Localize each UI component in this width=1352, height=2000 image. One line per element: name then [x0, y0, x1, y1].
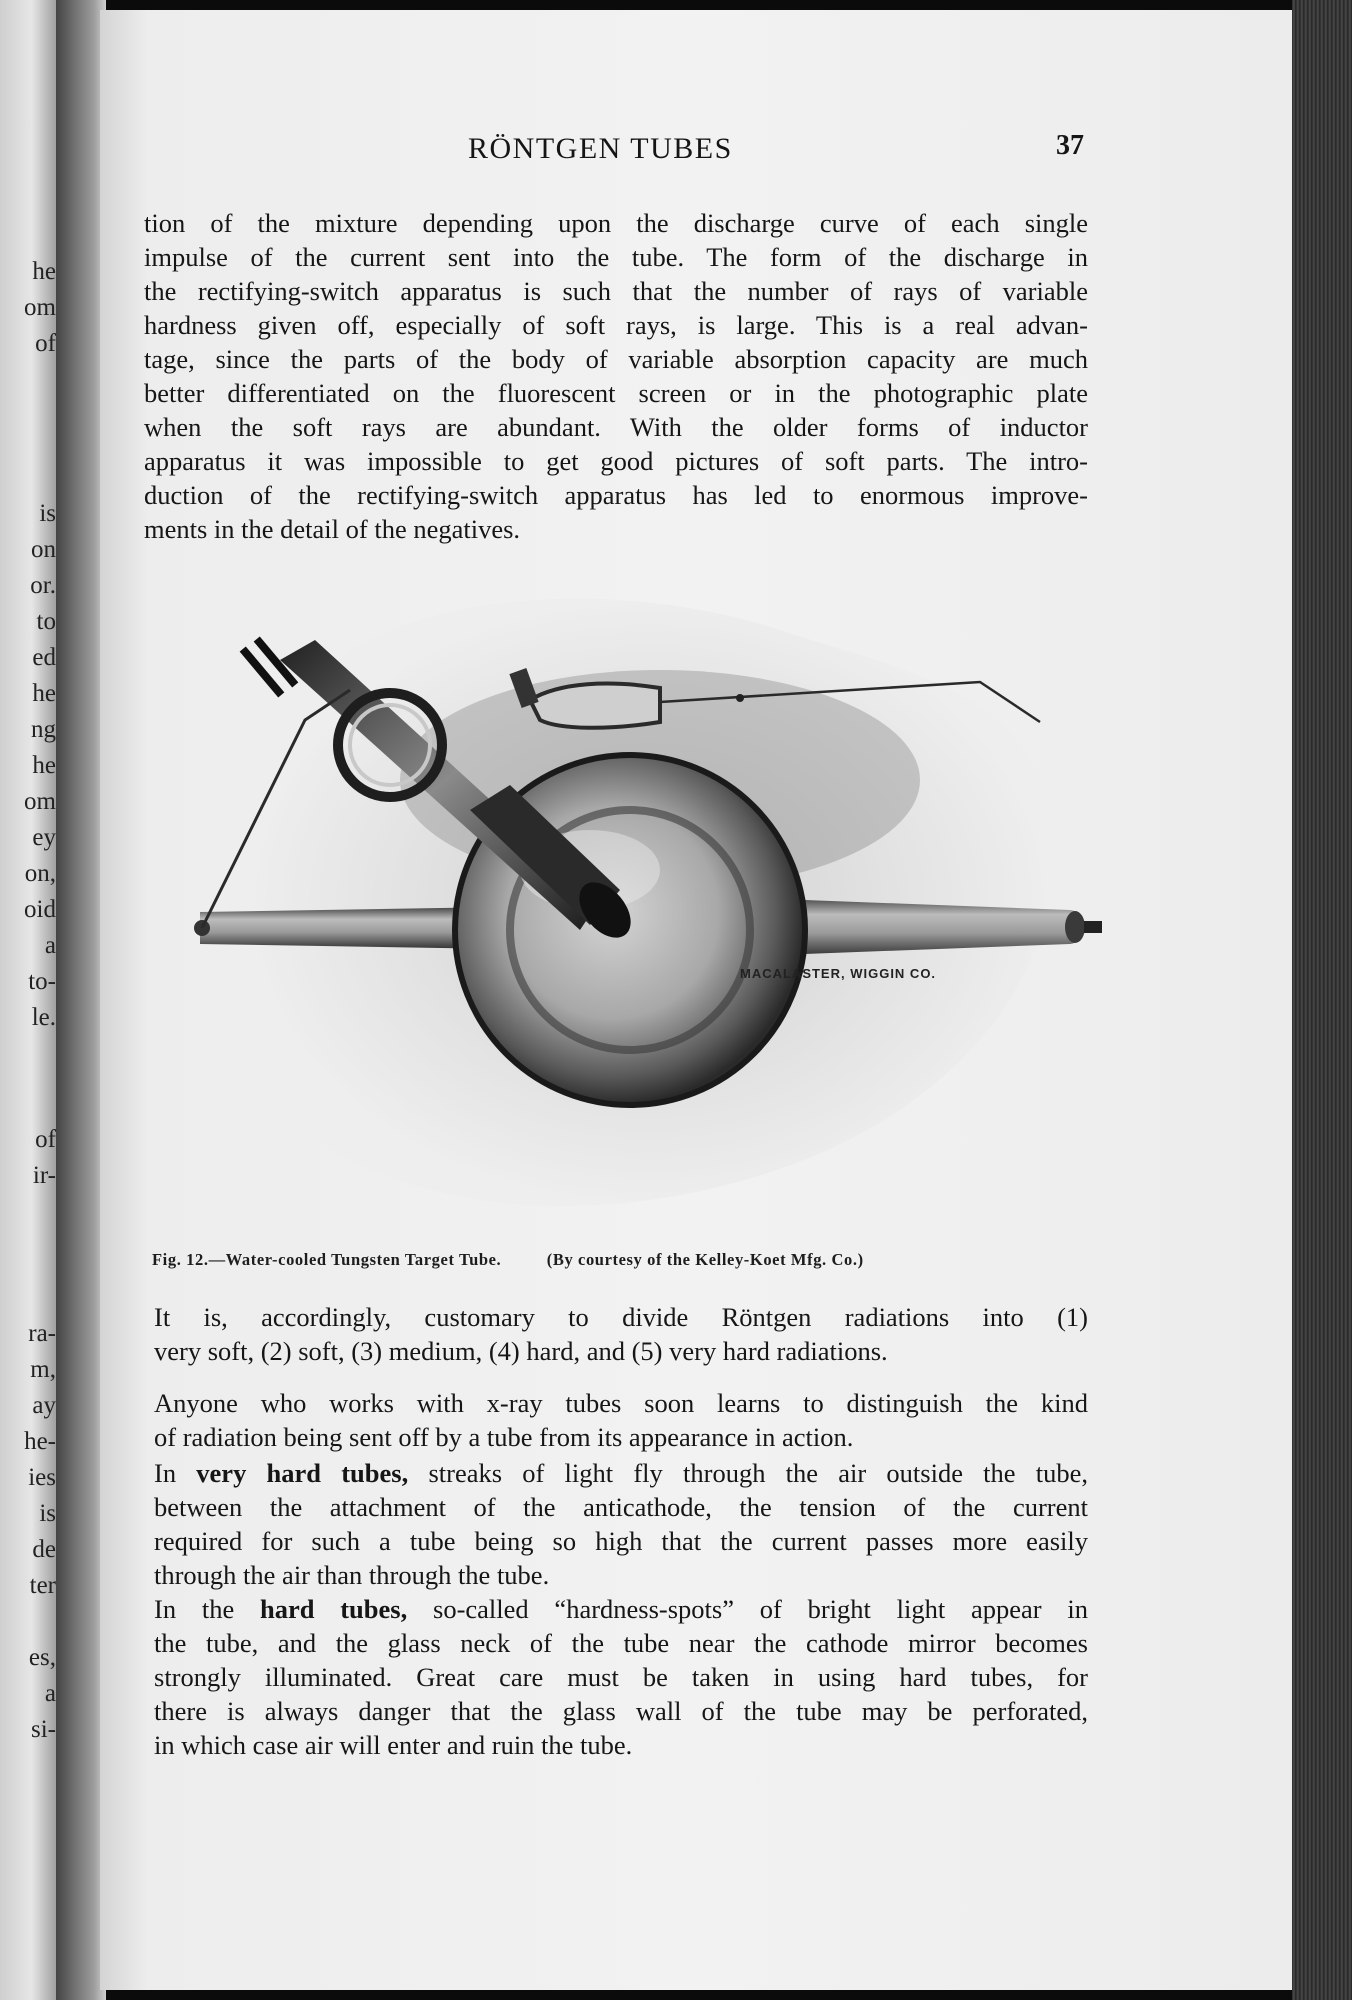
page-number: 37 — [1056, 130, 1084, 161]
previous-page-fragment: oid — [24, 896, 56, 923]
previous-page-fragment: om — [24, 788, 56, 815]
text-line: between the attachment of the anticathode, the tension of the current — [154, 1492, 1088, 1522]
previous-page-fragment: ir- — [32, 1162, 56, 1189]
paragraph-hard-tubes — [154, 1592, 1088, 1762]
previous-page-edge — [0, 0, 58, 2000]
paragraph-very-hard-tubes — [154, 1456, 1088, 1592]
text-line: when the soft rays are abundant. With the older forms of inductor — [144, 412, 1088, 442]
previous-page-fragment: es, — [28, 1644, 56, 1671]
text-line — [154, 1456, 1088, 1490]
previous-page-fragment: a — [44, 1680, 56, 1707]
inlet-pipe-a — [240, 646, 285, 697]
previous-page-fragment: ter — [29, 1572, 56, 1599]
book-gutter-shadow — [56, 0, 106, 2000]
previous-page-fragment: ey — [32, 824, 56, 851]
maker-mark: MACALASTER, WIGGIN CO. — [740, 966, 937, 981]
figure-caption — [152, 1250, 1092, 1270]
previous-page-fragment: a — [44, 932, 56, 959]
text-line: through the air than through the tube. — [154, 1560, 550, 1590]
book-page — [100, 10, 1292, 1990]
previous-page-fragment: he — [32, 258, 56, 285]
previous-page-fragment: om — [24, 294, 56, 321]
lead-text: In the — [154, 1594, 260, 1624]
text-line: apparatus it was impossible to get good pictures of soft parts. The intro- — [144, 446, 1088, 476]
text-line: better differentiated on the fluorescent screen or in the photographic plate — [144, 378, 1088, 408]
text-line: tion of the mixture depending upon the discharge curve of each single — [144, 208, 1088, 238]
previous-page-fragment: on, — [24, 860, 56, 887]
paragraph-distinguish-kind — [154, 1386, 1088, 1454]
previous-page-fragment: ra- — [28, 1320, 56, 1347]
text-line: very soft, (2) soft, (3) medium, (4) hard, and (5) very hard radiations. — [154, 1336, 888, 1366]
previous-page-fragment: de — [32, 1536, 56, 1563]
regulator-tube — [530, 684, 660, 728]
paragraph-rectifying-switch — [144, 206, 1088, 546]
running-head: RÖNTGEN TUBES — [468, 132, 733, 165]
text-line: required for such a tube being so high that the current passes more easily — [154, 1526, 1088, 1556]
text-line: the tube, and the glass neck of the tube near the cathode mirror becomes — [154, 1628, 1088, 1658]
page-edge-stack — [1292, 0, 1352, 2000]
text-line: strongly illuminated. Great care must be taken in using hard tubes, for — [154, 1662, 1088, 1692]
previous-page-fragment: is — [39, 500, 56, 527]
previous-page-fragment: of — [35, 330, 56, 357]
text-line: in which case air will enter and ruin the tube. — [154, 1730, 633, 1760]
previous-page-fragment: or. — [30, 572, 56, 599]
text-line: the rectifying-switch apparatus is such that the number of rays of variable — [144, 276, 1088, 306]
anode-terminal — [1084, 921, 1102, 933]
previous-page-fragment: is — [39, 1500, 56, 1527]
previous-page-fragment: to- — [28, 968, 56, 995]
previous-page-fragment: he — [32, 752, 56, 779]
previous-page-fragment: he- — [24, 1428, 56, 1455]
paragraph-radiation-classes — [154, 1300, 1088, 1368]
rest-text: so-called “hardness-spots” of bright light appear in — [407, 1594, 1088, 1624]
previous-page-fragment: on — [31, 536, 56, 563]
text-line: Anyone who works with x-ray tubes soon learns to distinguish the kind — [154, 1388, 1088, 1418]
caption-credit: (By courtesy of the Kelley-Koet Mfg. Co.) — [546, 1250, 864, 1269]
previous-page-fragment: ies — [28, 1464, 56, 1491]
text-line: there is always danger that the glass wall of the tube may be perforated, — [154, 1696, 1088, 1726]
caption-main: Fig. 12.—Water-cooled Tungsten Target Tube. — [152, 1250, 502, 1269]
text-line — [154, 1592, 1088, 1626]
previous-page-fragment: ay — [32, 1392, 56, 1419]
bold-term: hard tubes, — [259, 1594, 408, 1624]
text-line: of radiation being sent off by a tube from its appearance in action. — [154, 1422, 854, 1452]
text-line: ments in the detail of the negatives. — [144, 514, 521, 544]
previous-page-fragment: to — [36, 608, 56, 635]
x-ray-tube-illustration — [140, 570, 1120, 1250]
figure-tungsten-target-tube — [140, 570, 1120, 1250]
regulator-wire-bead — [736, 694, 744, 702]
bold-term: very hard tubes, — [196, 1458, 409, 1488]
previous-page-fragment: si- — [31, 1716, 56, 1743]
rest-text: streaks of light fly through the air outside the tube, — [408, 1458, 1089, 1488]
previous-page-fragment: m, — [30, 1356, 56, 1383]
anode-end-cap — [1065, 911, 1085, 943]
text-line: hardness given off, especially of soft rays, is large. This is a real advan- — [144, 310, 1088, 340]
text-line: impulse of the current sent into the tube. The form of the discharge in — [144, 242, 1088, 272]
page-header — [100, 132, 1292, 172]
lead-text: In — [154, 1458, 197, 1488]
text-line: tage, since the parts of the body of variable absorption capacity are much — [144, 344, 1088, 374]
previous-page-fragment: ed — [32, 644, 56, 671]
previous-page-fragment: le. — [31, 1004, 56, 1031]
text-line: It is, accordingly, customary to divide Röntgen radiations into (1) — [154, 1302, 1088, 1332]
previous-page-fragment: of — [35, 1126, 56, 1153]
previous-page-fragment: ng — [31, 716, 56, 743]
text-line: duction of the rectifying-switch apparatus has led to enormous improve- — [144, 480, 1088, 510]
previous-page-fragment: he — [32, 680, 56, 707]
